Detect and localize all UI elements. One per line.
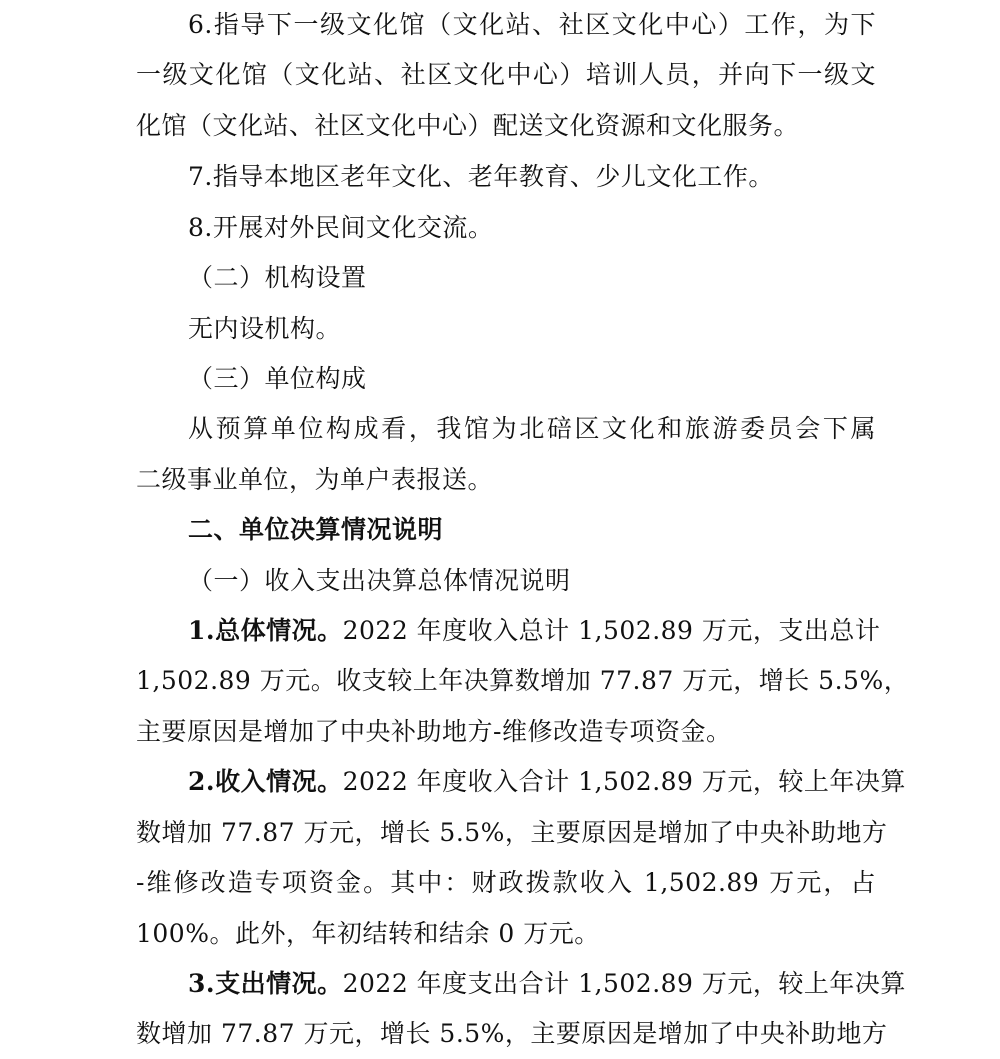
- text-line: 100%。此外，年初结转和结余 0 万元。: [136, 919, 600, 948]
- chapter-heading: 二、单位决算情况说明: [188, 515, 444, 544]
- text-line: 无内设机构。: [188, 314, 342, 343]
- text-line: 8.开展对外民间文化交流。: [188, 213, 494, 242]
- paragraph-text: 2022 年度收入总计 1,502.89 万元，支出总计: [342, 616, 881, 645]
- text-line: 二级事业单位，为单户表报送。: [136, 465, 494, 494]
- section-heading: （一）收入支出决算总体情况说明: [188, 566, 571, 595]
- paragraph-text: 2022 年度收入合计 1,502.89 万元，较上年决算: [342, 767, 906, 796]
- paragraph-lead: 2.收入情况。: [188, 767, 343, 796]
- text-line: 7.指导本地区老年文化、老年教育、少儿文化工作。: [188, 162, 774, 191]
- text-line: 一级文化馆（文化站、社区文化中心）培训人员，并向下一级文: [136, 60, 876, 89]
- paragraph-text: 2022 年度支出合计 1,502.89 万元，较上年决算: [342, 969, 906, 998]
- paragraph-lead: 1.总体情况。: [188, 616, 343, 645]
- text-line: 化馆（文化站、社区文化中心）配送文化资源和文化服务。: [136, 111, 800, 140]
- text-line: -维修改造专项资金。其中：财政拨款收入 1,502.89 万元，占: [136, 868, 876, 897]
- text-line: 主要原因是增加了中央补助地方-维修改造专项资金。: [136, 717, 732, 746]
- text-line: 数增加 77.87 万元，增长 5.5%，主要原因是增加了中央补助地方: [136, 1019, 888, 1048]
- paragraph-lead-line: [188, 762, 906, 802]
- text-line: 6.指导下一级文化馆（文化站、社区文化中心）工作，为下: [188, 10, 876, 39]
- text-line: 1,502.89 万元。收支较上年决算数增加 77.87 万元，增长 5.5%，: [136, 666, 910, 695]
- paragraph-lead: 3.支出情况。: [188, 969, 343, 998]
- text-line: 从预算单位构成看，我馆为北碚区文化和旅游委员会下属: [188, 414, 876, 443]
- section-heading: （三）单位构成: [188, 364, 367, 393]
- section-heading: （二）机构设置: [188, 263, 367, 292]
- paragraph-lead-line: [188, 611, 881, 651]
- paragraph-lead-line: [188, 964, 906, 1004]
- text-line: 数增加 77.87 万元，增长 5.5%，主要原因是增加了中央补助地方: [136, 818, 888, 847]
